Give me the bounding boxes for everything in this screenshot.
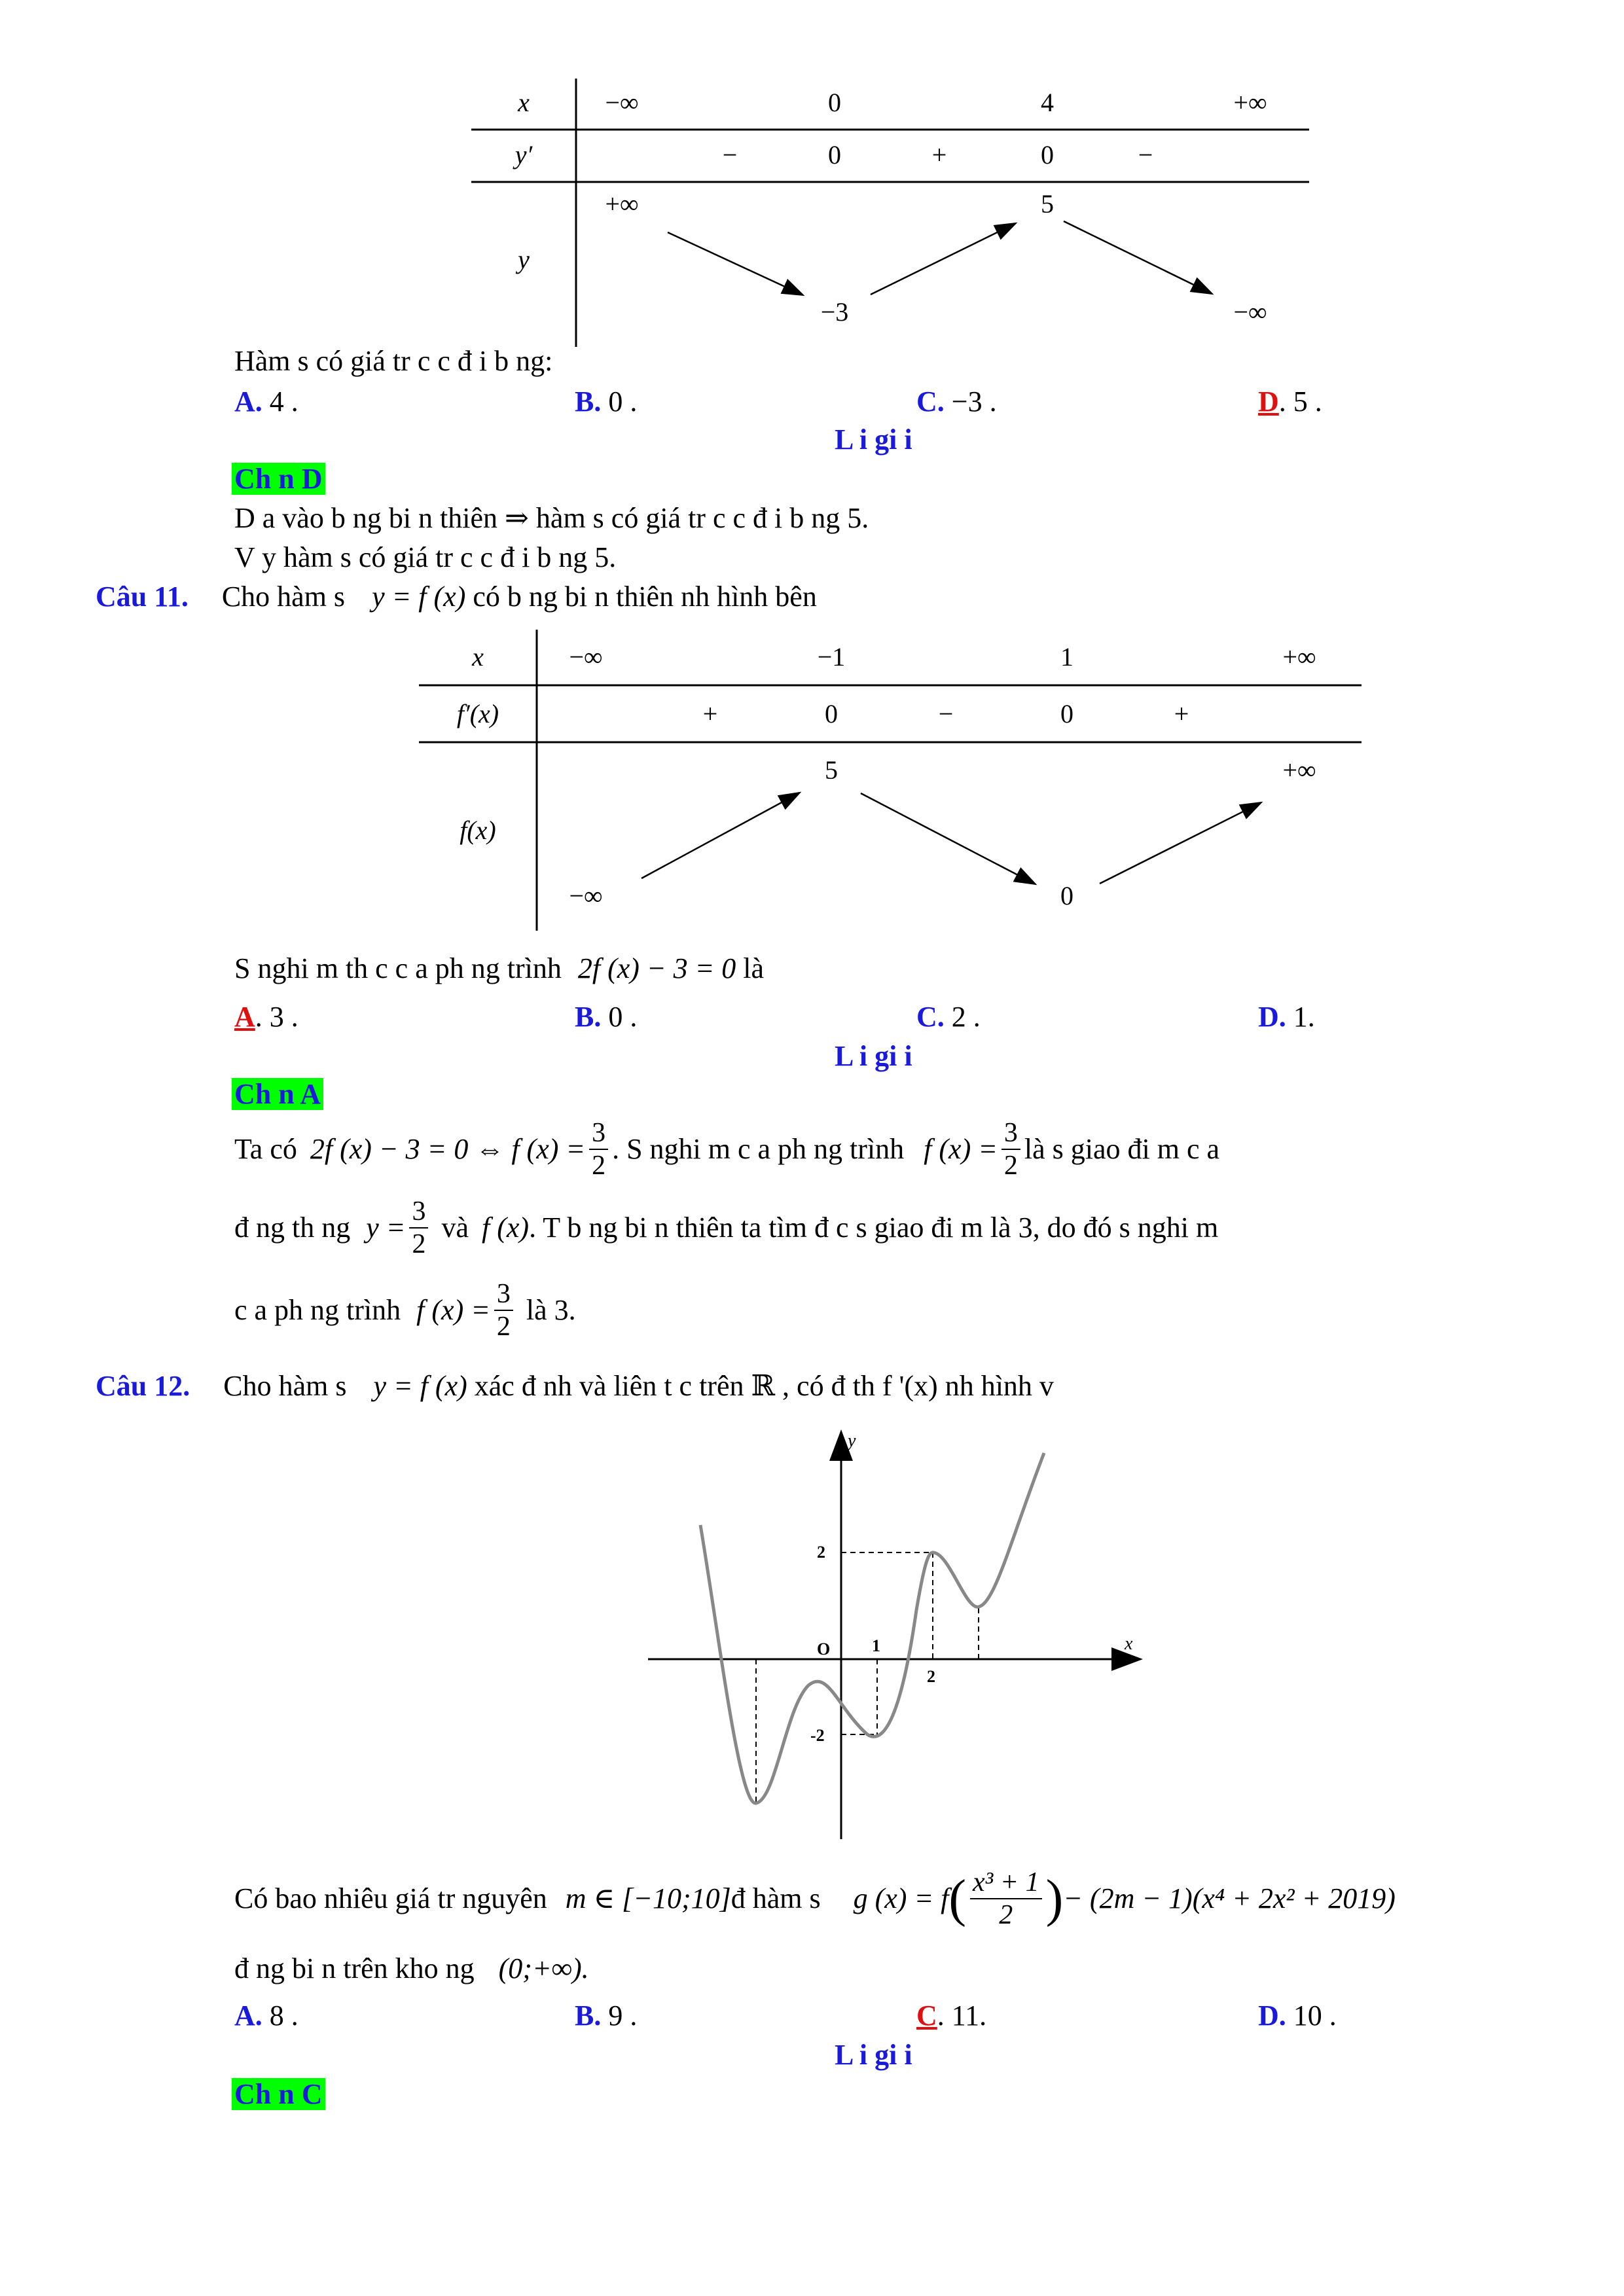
q11-answer-d (1258, 1000, 1315, 1034)
q11-question (234, 952, 764, 986)
y-axis-label: y (848, 1431, 856, 1451)
answer-text: 1. (1293, 1001, 1315, 1033)
frac-num: 3 (494, 1278, 513, 1311)
answer-letter: D. (1258, 2000, 1286, 2032)
arrow-up (871, 224, 1015, 295)
answer-letter: C. (916, 386, 945, 418)
frac-den: 2 (592, 1151, 606, 1181)
text: là s giao đi m c a (1024, 1133, 1220, 1165)
text: là 3. (526, 1294, 576, 1326)
table2-f-value: +∞ (1282, 755, 1316, 785)
math: 2f (x) − 3 = 0 (577, 952, 736, 984)
answer-text: . 11. (937, 2000, 987, 2032)
text: . T b ng bi n thiên ta tìm đ c s giao đi m là 3, do đó s nghi m (529, 1211, 1219, 1244)
answer-letter-correct: A (234, 1001, 255, 1033)
variation-table-2 (419, 630, 1362, 937)
table1-x-label: x (518, 88, 530, 117)
arrow-down (668, 232, 802, 295)
text: xác đ nh và liên t c trên ℝ , có đ th f '(x) nh hình v (474, 1370, 1054, 1402)
text: hàm s có giá tr c c đ i b ng 5. (535, 502, 869, 534)
table2-fp-value: + (702, 699, 718, 728)
q12-stem (96, 1369, 1054, 1403)
table2-f-value: −∞ (569, 881, 603, 910)
math: f (x) (482, 1211, 530, 1244)
q10-answer-b (575, 385, 637, 419)
question-label: Câu 11. (96, 581, 189, 613)
math: f (x) = (416, 1294, 490, 1326)
math: f (x) = (924, 1133, 998, 1165)
answer-letter: B. (575, 386, 602, 418)
frac-num: 3 (589, 1117, 608, 1150)
tick-label-x1: 1 (872, 1636, 880, 1655)
q11-answer-c (916, 1000, 981, 1034)
table2-x-value: +∞ (1282, 642, 1316, 672)
text: Ta có (234, 1133, 297, 1165)
table1-yp-value: 0 (1041, 140, 1054, 170)
tick-label-ym2: -2 (810, 1726, 825, 1745)
fraction (589, 1117, 608, 1181)
q12-question-line2 (234, 1952, 589, 1986)
implies-symbol: ⇒ (505, 502, 529, 534)
text: S nghi m th c c a ph ng trình (234, 952, 562, 984)
table2-f-label: f(x) (460, 816, 496, 845)
q12-chosen (232, 2077, 325, 2111)
math: 2f (x) − 3 = 0 ⇔ f (x) = (310, 1133, 586, 1165)
q10-question: Hàm s có giá tr c c đ i b ng: (234, 345, 553, 377)
answer-text: 4 . (269, 386, 298, 418)
answer-text: 10 . (1293, 2000, 1337, 2032)
frac-num: 3 (1001, 1117, 1020, 1150)
table2-fp-value: + (1174, 699, 1189, 728)
q11-solution-line2 (234, 1195, 1218, 1261)
arrow-down (861, 793, 1034, 884)
text: . S nghi m c a ph ng trình (612, 1133, 905, 1165)
fprime-curve (700, 1453, 1044, 1803)
table2-x-label: x (472, 642, 484, 672)
math: y = f (x) (372, 581, 466, 613)
table1-y-value: −∞ (1233, 297, 1267, 327)
q11-answer-b (575, 1000, 637, 1034)
chosen-badge: Ch n C (232, 2078, 325, 2110)
answer-text: . 3 . (255, 1001, 298, 1033)
q12-answer-d (1258, 1999, 1337, 2033)
text: D a vào b ng bi n thiên (234, 502, 498, 534)
table1-x-value: −∞ (605, 88, 639, 117)
fraction (494, 1278, 513, 1342)
arrow-up (1100, 803, 1260, 884)
q10-answer-c (916, 385, 997, 419)
derivative-graph (641, 1427, 1152, 1846)
q10-answer-d (1258, 385, 1322, 419)
frac-num: 3 (409, 1196, 428, 1229)
math: y = f (x) (373, 1370, 467, 1402)
table1-y-label: y (518, 245, 530, 274)
table2-x-value: −∞ (569, 642, 603, 672)
frac-den: 2 (496, 1312, 511, 1342)
text: và (441, 1211, 469, 1244)
answer-text: . 5 . (1278, 386, 1322, 418)
answer-letter: C. (916, 1001, 945, 1033)
table1-y-value: −3 (820, 297, 849, 327)
table2-x-value: −1 (817, 642, 846, 672)
tick-label-y2: 2 (817, 1543, 825, 1562)
answer-letter-correct: C (916, 2000, 937, 2032)
table2-f-value: 0 (1060, 881, 1074, 910)
table1-yp-value: + (931, 140, 947, 170)
paren: ( (948, 1870, 967, 1928)
q12-question (234, 1863, 1396, 1935)
q10-solution-line1 (234, 501, 869, 535)
text: Cho hàm s (221, 581, 346, 613)
text: Có bao nhiêu giá tr nguyên (234, 1882, 547, 1914)
math: (0;+∞). (498, 1952, 589, 1984)
answer-text: 2 . (951, 1001, 981, 1033)
variation-table-1 (471, 79, 1309, 353)
table1-y-value: +∞ (605, 189, 639, 219)
table1-yp-label: y′ (514, 140, 533, 170)
question-label: Câu 12. (96, 1370, 190, 1402)
q10-chosen (232, 462, 325, 496)
q11-solution-line3 (234, 1278, 576, 1343)
math: g (x) = f (853, 1882, 949, 1914)
table1-yp-value: − (722, 140, 738, 170)
table1-yp-value: 0 (828, 140, 841, 170)
answer-letter: A. (234, 2000, 262, 2032)
text: đ ng th ng (234, 1211, 351, 1244)
text: đ hàm s (731, 1882, 821, 1914)
math: m ∈ [−10;10] (565, 1882, 731, 1914)
x-axis-label: x (1125, 1634, 1133, 1654)
q10-answer-a (234, 385, 298, 419)
paren: ) (1045, 1870, 1064, 1928)
text: có b ng bi n thiên nh hình bên (473, 581, 817, 613)
q10-solution-line2: V y hàm s có giá tr c c đ i b ng 5. (234, 541, 617, 573)
answer-text: 0 . (608, 1001, 638, 1033)
answer-text: −3 . (951, 386, 997, 418)
arrow-down (1064, 221, 1211, 293)
text: c a ph ng trình (234, 1294, 401, 1326)
q10-solution-title: L i gi i (835, 423, 912, 456)
answer-letter: A. (234, 386, 262, 418)
q11-solution-line1 (234, 1117, 1219, 1182)
text: đ ng bi n trên kho ng (234, 1952, 475, 1984)
origin-label: O (817, 1640, 831, 1659)
chosen-badge: Ch n D (232, 463, 325, 495)
table2-x-value: 1 (1060, 642, 1074, 672)
table1-x-value: 0 (828, 88, 841, 117)
q11-stem (96, 580, 817, 614)
table2-fp-value: − (938, 699, 954, 728)
table1-x-value: +∞ (1233, 88, 1267, 117)
q12-answer-c (916, 1999, 986, 2033)
fraction (409, 1196, 428, 1260)
math: − (2m − 1)(x⁴ + 2x² + 2019) (1063, 1882, 1396, 1914)
table2-fp-label: f′(x) (456, 699, 499, 728)
answer-letter: D. (1258, 1001, 1286, 1033)
answer-text: 0 . (608, 386, 638, 418)
q12-answer-a (234, 1999, 298, 2033)
text: là (743, 952, 765, 984)
answer-letter-correct: D (1258, 386, 1279, 418)
answer-letter: B. (575, 1001, 602, 1033)
chosen-badge: Ch n A (232, 1078, 323, 1110)
table2-f-value: 5 (825, 755, 838, 785)
q11-answer-a (234, 1000, 298, 1034)
answer-text: 9 . (608, 2000, 638, 2032)
frac-den: 2 (1003, 1151, 1018, 1181)
frac-den: 2 (412, 1229, 426, 1259)
q12-solution-title: L i gi i (835, 2039, 912, 2071)
frac-num: x³ + 1 (970, 1867, 1042, 1899)
q12-answer-b (575, 1999, 637, 2033)
q11-solution-title: L i gi i (835, 1040, 912, 1072)
answer-text: 8 . (269, 2000, 298, 2032)
table1-yp-value: − (1138, 140, 1153, 170)
table1-y-value: 5 (1041, 189, 1054, 219)
math: y = (366, 1211, 406, 1244)
table1-x-value: 4 (1041, 88, 1054, 117)
fraction (970, 1867, 1042, 1931)
q11-chosen (232, 1077, 323, 1111)
table2-fp-value: 0 (1060, 699, 1074, 728)
table2-fp-value: 0 (825, 699, 838, 728)
answer-letter: B. (575, 2000, 602, 2032)
tick-label-x2: 2 (927, 1667, 935, 1686)
arrow-up (641, 793, 799, 878)
fraction (1001, 1117, 1020, 1181)
frac-den: 2 (999, 1900, 1013, 1930)
text: Cho hàm s (223, 1370, 347, 1402)
